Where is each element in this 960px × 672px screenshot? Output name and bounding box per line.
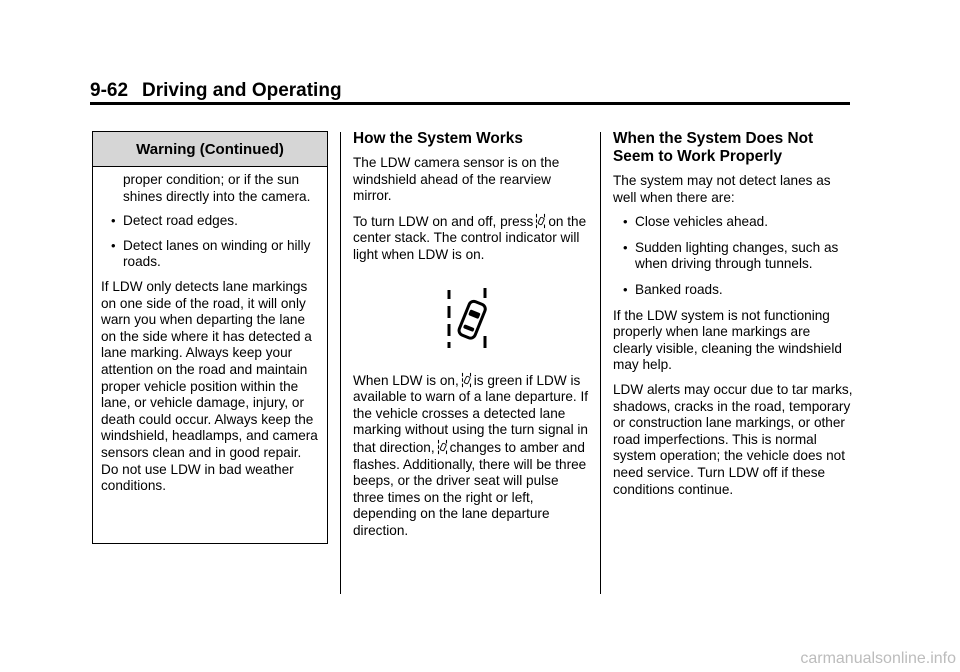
list-item <box>613 282 853 299</box>
how-system-works-section <box>353 130 591 548</box>
bullet-icon: • <box>111 213 116 229</box>
page-header <box>90 80 850 102</box>
warning-title: Warning (Continued) <box>93 132 327 167</box>
list-item <box>613 214 853 231</box>
text-span: is green if LDW is available to warn of a lane departure. If the vehicle crosses a detected lane marking without using the turn signal in that direction, <box>353 372 589 455</box>
page-number: 9-62 <box>90 80 129 101</box>
warning-body <box>93 167 327 495</box>
warning-continuation: proper condition; or if the sun shines directly into the camera. <box>123 172 311 204</box>
warning-paragraph: If LDW only detects lane markings on one side of the road, it will only warn you when departing the lane on the side where it has detected a lane marking. Always keep your attention on the road and maintain proper vehicle position within the lane, or vehicle damage, injury, or death could occur. Always keep the windshield, headlamps, and camera sensors clean and in good repair. Do not use LDW in bad weather conditions. <box>101 278 318 494</box>
bullet-icon: • <box>111 237 116 253</box>
section-title: Driving and Operating <box>142 80 342 101</box>
lane-departure-warning-icon <box>461 372 472 388</box>
paragraph: LDW alerts may occur due to tar marks, shadows, cracks in the road, temporary or construction lane markings, or other road imperfections. This is normal system operation; the vehicle does not need service. Turn LDW off if these conditions continue. <box>613 381 853 497</box>
list-item-text: Sudden lighting changes, such as when driving through tunnels. <box>635 239 839 272</box>
list-item <box>101 213 321 230</box>
list-item-text: Banked roads. <box>635 281 723 297</box>
text-span: on the center stack. The control indicator will light when LDW is on. <box>353 213 587 262</box>
paragraph <box>353 213 591 264</box>
bullet-icon: • <box>623 281 628 297</box>
paragraph: If the LDW system is not functioning properly when lane markings are clearly visible, cleaning the windshield may help. <box>613 307 842 373</box>
bullet-icon: • <box>623 239 628 255</box>
lane-departure-warning-icon <box>441 286 501 350</box>
section-heading: When the System Does Not Seem to Work Properly <box>613 130 814 165</box>
lane-departure-warning-icon <box>535 213 546 229</box>
lane-departure-warning-icon <box>437 439 448 455</box>
text-span: When LDW is on, <box>353 372 459 388</box>
column-divider <box>340 132 341 594</box>
list-item <box>101 238 321 271</box>
watermark: carmanualsonline.info <box>800 650 956 667</box>
header-rule <box>90 102 850 105</box>
bullet-icon: • <box>623 214 628 230</box>
paragraph: The system may not detect lanes as well when there are: <box>613 173 831 205</box>
paragraph <box>353 372 591 540</box>
list-item-text: Close vehicles ahead. <box>635 214 768 230</box>
warning-box <box>92 131 328 544</box>
section-heading: How the System Works <box>353 130 523 147</box>
list-item <box>613 240 853 273</box>
column-divider <box>600 132 601 594</box>
text-span: changes to amber and flashes. Additionally, there will be three beeps, or the driver seat will pulse three times on the right or left, depending on the lane departure direction. <box>353 439 587 538</box>
not-working-section <box>613 130 853 506</box>
list-item-text: Detect road edges. <box>123 213 238 229</box>
text-span: To turn LDW on and off, press <box>353 213 534 229</box>
paragraph: The LDW camera sensor is on the windshield ahead of the rearview mirror. <box>353 155 560 204</box>
list-item-text: Detect lanes on winding or hilly roads. <box>123 237 311 270</box>
